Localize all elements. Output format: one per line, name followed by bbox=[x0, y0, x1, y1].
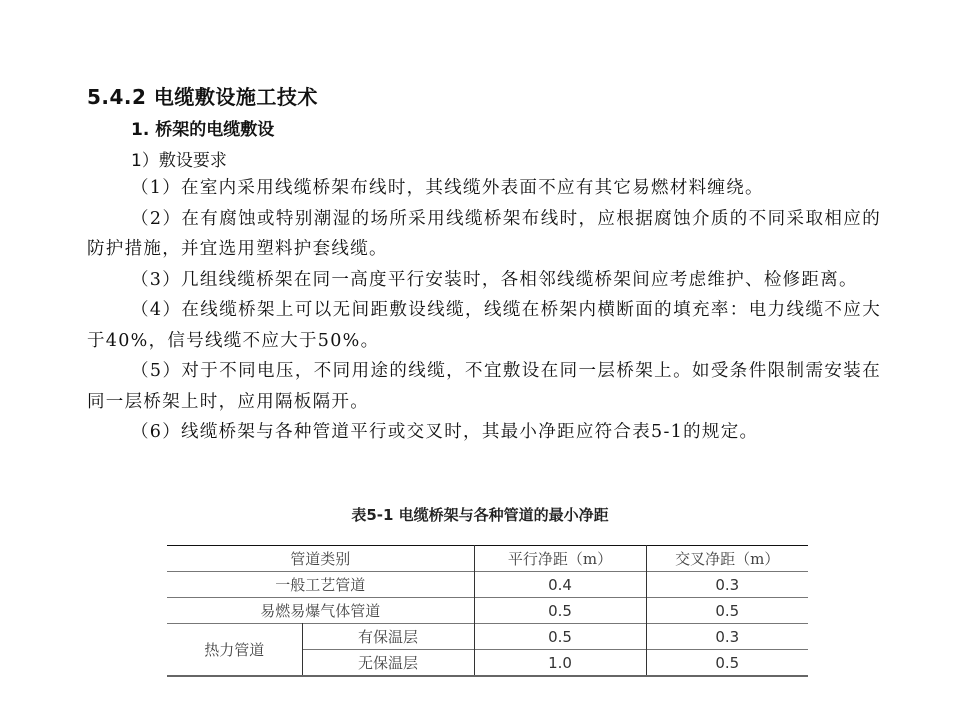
cell-cross: 0.3 bbox=[646, 624, 808, 650]
cell-category: 一般工艺管道 bbox=[167, 572, 474, 598]
cell-subcategory: 无保温层 bbox=[302, 650, 474, 677]
cell-parallel: 0.4 bbox=[474, 572, 646, 598]
table-header-row bbox=[167, 546, 808, 572]
requirement-paragraph-1: （1）在室内采用线缆桥架布线时，其线缆外表面不应有其它易燃材料缠绕。 bbox=[131, 178, 764, 198]
cell-category: 易燃易爆气体管道 bbox=[167, 598, 474, 624]
cell-parallel: 1.0 bbox=[474, 650, 646, 677]
table-row bbox=[167, 572, 808, 598]
cell-category-merged: 热力管道 bbox=[167, 624, 302, 677]
subsubsection-heading: 1）敷设要求 bbox=[131, 151, 227, 171]
requirement-paragraph-5: （5）对于不同电压，不同用途的线缆，不宜敷设在同一层桥架上。如受条件限制需安装在同一层桥架上时，应用隔板隔开。 bbox=[87, 361, 881, 412]
section-heading: 5.4.2 电缆敷设施工技术 bbox=[87, 85, 318, 109]
requirement-paragraph-6: （6）线缆桥架与各种管道平行或交叉时，其最小净距应符合表5-1的规定。 bbox=[131, 422, 759, 442]
subsection-heading: 1. 桥架的电缆敷设 bbox=[131, 120, 275, 140]
table-row bbox=[167, 598, 808, 624]
requirement-paragraph-4: （4）在线缆桥架上可以无间距敷设线缆，线缆在桥架内横断面的填充率：电力线缆不应大于40%，信号线缆不应大于50%。 bbox=[87, 300, 881, 351]
requirements-body bbox=[87, 173, 881, 448]
header-pipe-category: 管道类别 bbox=[167, 546, 474, 572]
cell-parallel: 0.5 bbox=[474, 624, 646, 650]
cell-subcategory: 有保温层 bbox=[302, 624, 474, 650]
cell-parallel: 0.5 bbox=[474, 598, 646, 624]
cell-cross: 0.3 bbox=[646, 572, 808, 598]
header-cross-distance: 交叉净距（m） bbox=[646, 546, 808, 572]
table-row bbox=[167, 624, 808, 650]
cell-cross: 0.5 bbox=[646, 598, 808, 624]
requirement-paragraph-2: （2）在有腐蚀或特别潮湿的场所采用线缆桥架布线时，应根据腐蚀介质的不同采取相应的防护措施，并宜选用塑料护套线缆。 bbox=[87, 208, 881, 259]
clearance-table bbox=[167, 545, 808, 677]
header-parallel-distance: 平行净距（m） bbox=[474, 546, 646, 572]
requirement-paragraph-3: （3）几组线缆桥架在同一高度平行安装时，各相邻线缆桥架间应考虑维护、检修距离。 bbox=[131, 269, 858, 290]
table-caption: 表5-1 电缆桥架与各种管道的最小净距 bbox=[351, 506, 609, 524]
cell-cross: 0.5 bbox=[646, 650, 808, 677]
